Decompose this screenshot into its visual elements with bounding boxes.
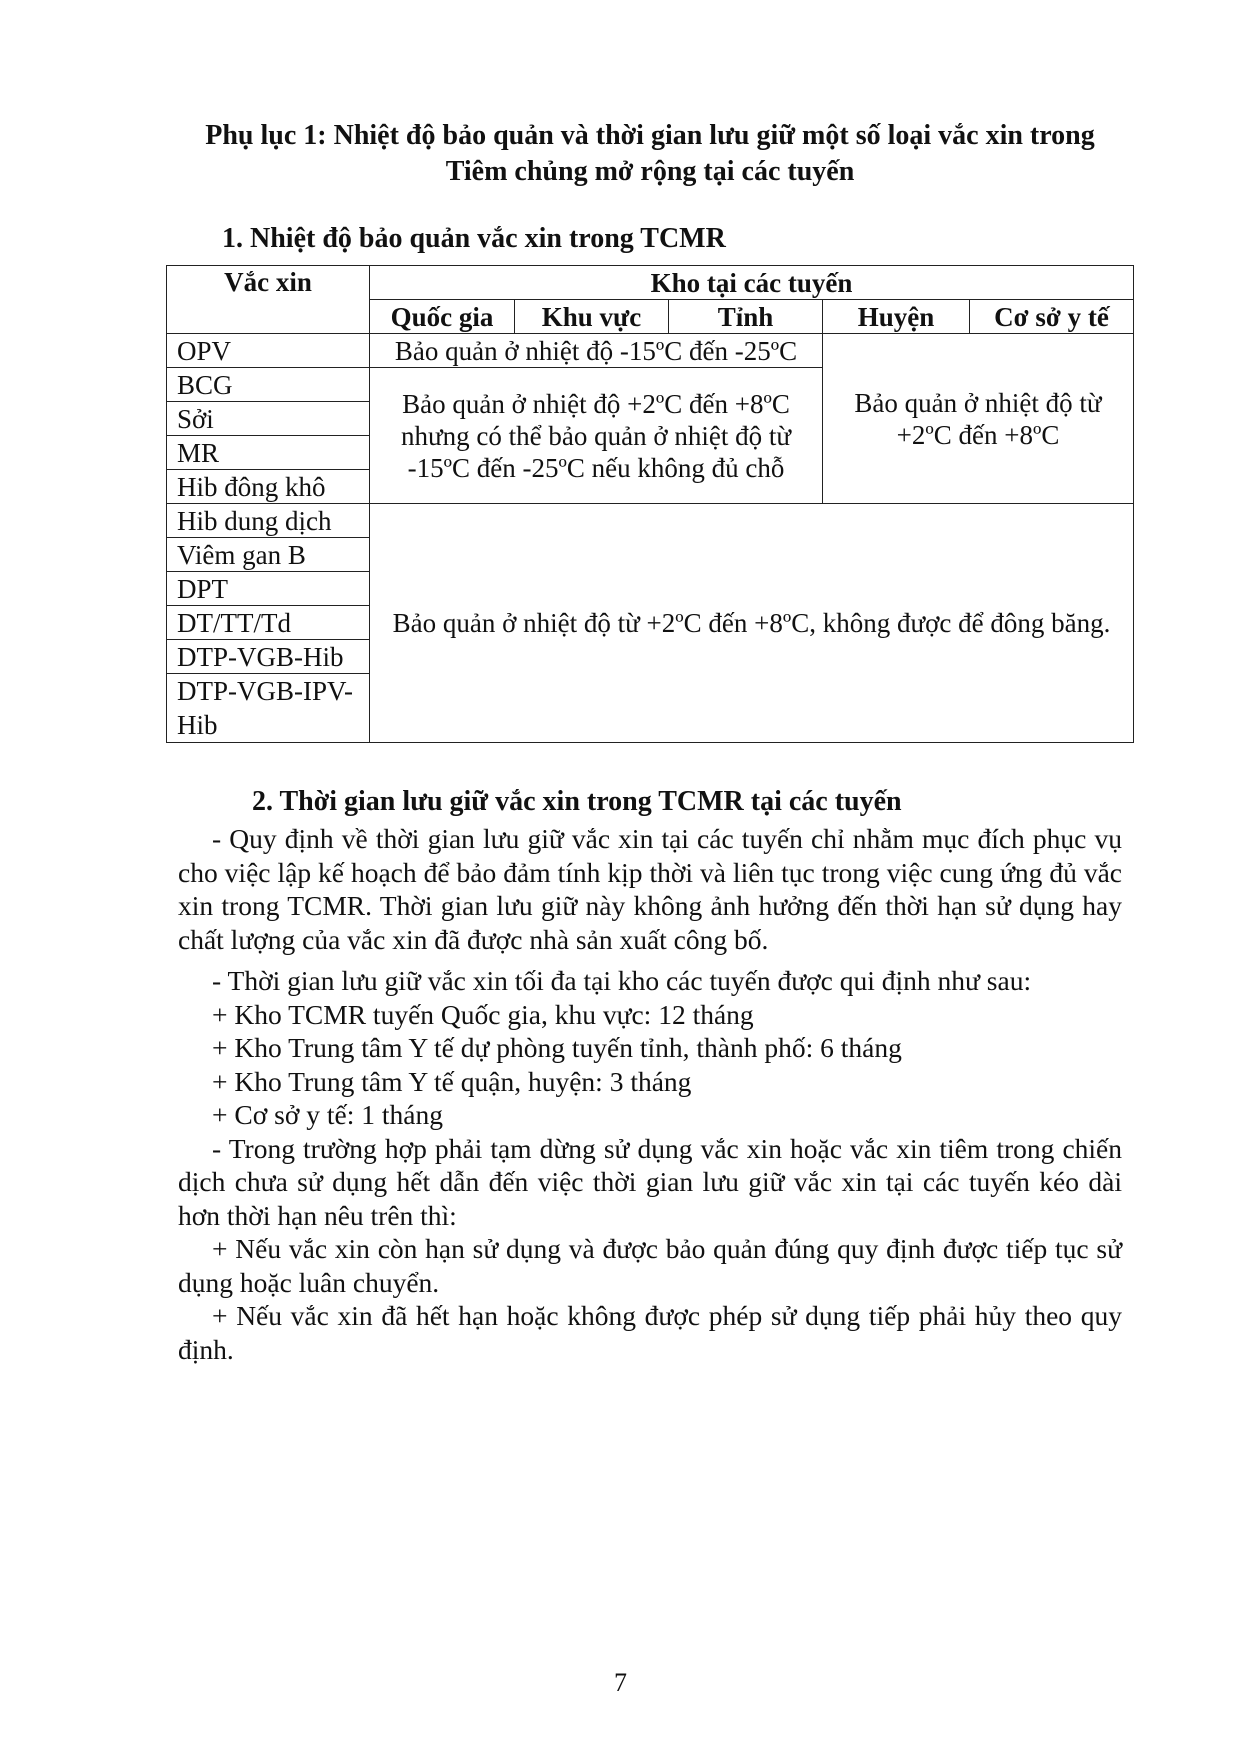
- paragraph: - Quy định về thời gian lưu giữ vắc xin tại các tuyến chỉ nhằm mục đích phục vụ cho việc lập kế hoạch để bảo đảm tính kịp thời và liên tục trong việc cung ứng đủ vắc xin trong TCMR. Thời gian lưu giữ này không ảnh hưởng đến thời hạn sử dụng hay chất lượng của vắc xin đã được nhà sản xuất công bố.: [178, 823, 1122, 955]
- page-title: [160, 118, 1140, 190]
- table-header-row: [167, 266, 1134, 300]
- table-row: [167, 504, 1134, 538]
- opv-storage-cell: Bảo quản ở nhiệt độ -15ºC đến -25ºC: [370, 334, 823, 368]
- vaccine-name: DT/TT/Td: [167, 606, 370, 640]
- storage-temperature-table: [166, 265, 1134, 743]
- vaccine-name: Sởi: [167, 402, 370, 436]
- list-item: + Nếu vắc xin còn hạn sử dụng và được bảo quản đúng quy định được tiếp tục sử dụng hoặc luân chuyển.: [178, 1233, 1122, 1298]
- header-storage-levels: Kho tại các tuyến: [370, 266, 1134, 300]
- header-vaccine: Vắc xin: [167, 266, 370, 334]
- vaccine-name: OPV: [167, 334, 370, 368]
- paragraph: - Trong trường hợp phải tạm dừng sử dụng vắc xin hoặc vắc xin tiêm trong chiến dịch chưa sử dụng hết dẫn đến việc thời gian lưu giữ vắc xin tại các tuyến kéo dài hơn thời hạn nêu trên thì:: [178, 1132, 1122, 1231]
- title-line-1-text: Nhiệt độ bảo quản và thời gian lưu giữ một số loại vắc xin trong: [333, 120, 1095, 151]
- vaccine-name: DTP-VGB-Hib: [167, 640, 370, 674]
- header-regional: Khu vực: [515, 300, 669, 334]
- table-row: [167, 334, 1134, 368]
- group-storage-cell: Bảo quản ở nhiệt độ +2ºC đến +8ºC nhưng có thể bảo quản ở nhiệt độ từ -15ºC đến -25ºC nếu không đủ chỗ: [370, 368, 823, 504]
- title-line-2: Tiêm chủng mở rộng tại các tuyến: [445, 156, 855, 187]
- paragraph: - Thời gian lưu giữ vắc xin tối đa tại kho các tuyến được qui định như sau:: [212, 965, 1032, 996]
- list-item: + Cơ sở y tế: 1 tháng: [212, 1099, 443, 1130]
- list-item: + Kho Trung tâm Y tế quận, huyện: 3 tháng: [212, 1065, 692, 1097]
- vaccine-name: DPT: [167, 572, 370, 606]
- section-1-heading: 1. Nhiệt độ bảo quản vắc xin trong TCMR: [222, 223, 726, 254]
- section-2-body: [178, 822, 1122, 1366]
- title-label: Phụ lục 1:: [205, 120, 327, 151]
- header-province: Tỉnh: [669, 300, 823, 334]
- page-number: 7: [614, 1668, 627, 1697]
- vaccine-name: MR: [167, 436, 370, 470]
- vaccine-name: BCG: [167, 368, 370, 402]
- header-health-facility: Cơ sở y tế: [970, 300, 1134, 334]
- header-national: Quốc gia: [370, 300, 515, 334]
- list-item: + Nếu vắc xin đã hết hạn hoặc không được phép sử dụng tiếp phải hủy theo quy định.: [178, 1300, 1122, 1365]
- list-item: + Kho Trung tâm Y tế dự phòng tuyến tỉnh, thành phố: 6 tháng: [212, 1032, 902, 1063]
- vaccine-name: Hib đông khô: [167, 470, 370, 504]
- lower-levels-storage-cell: Bảo quản ở nhiệt độ từ +2ºC đến +8ºC: [823, 334, 1134, 504]
- section-2-heading: 2. Thời gian lưu giữ vắc xin trong TCMR tại các tuyến: [252, 786, 902, 817]
- header-district: Huyện: [823, 300, 970, 334]
- title-line-1: [160, 118, 1140, 154]
- vaccine-name: Viêm gan B: [167, 538, 370, 572]
- list-item: + Kho TCMR tuyến Quốc gia, khu vực: 12 tháng: [212, 998, 754, 1030]
- vaccine-name: DTP-VGB-IPV-Hib: [167, 674, 370, 743]
- liquid-storage-cell: Bảo quản ở nhiệt độ từ +2ºC đến +8ºC, không được để đông băng.: [370, 504, 1134, 743]
- vaccine-name: Hib dung dịch: [167, 504, 370, 538]
